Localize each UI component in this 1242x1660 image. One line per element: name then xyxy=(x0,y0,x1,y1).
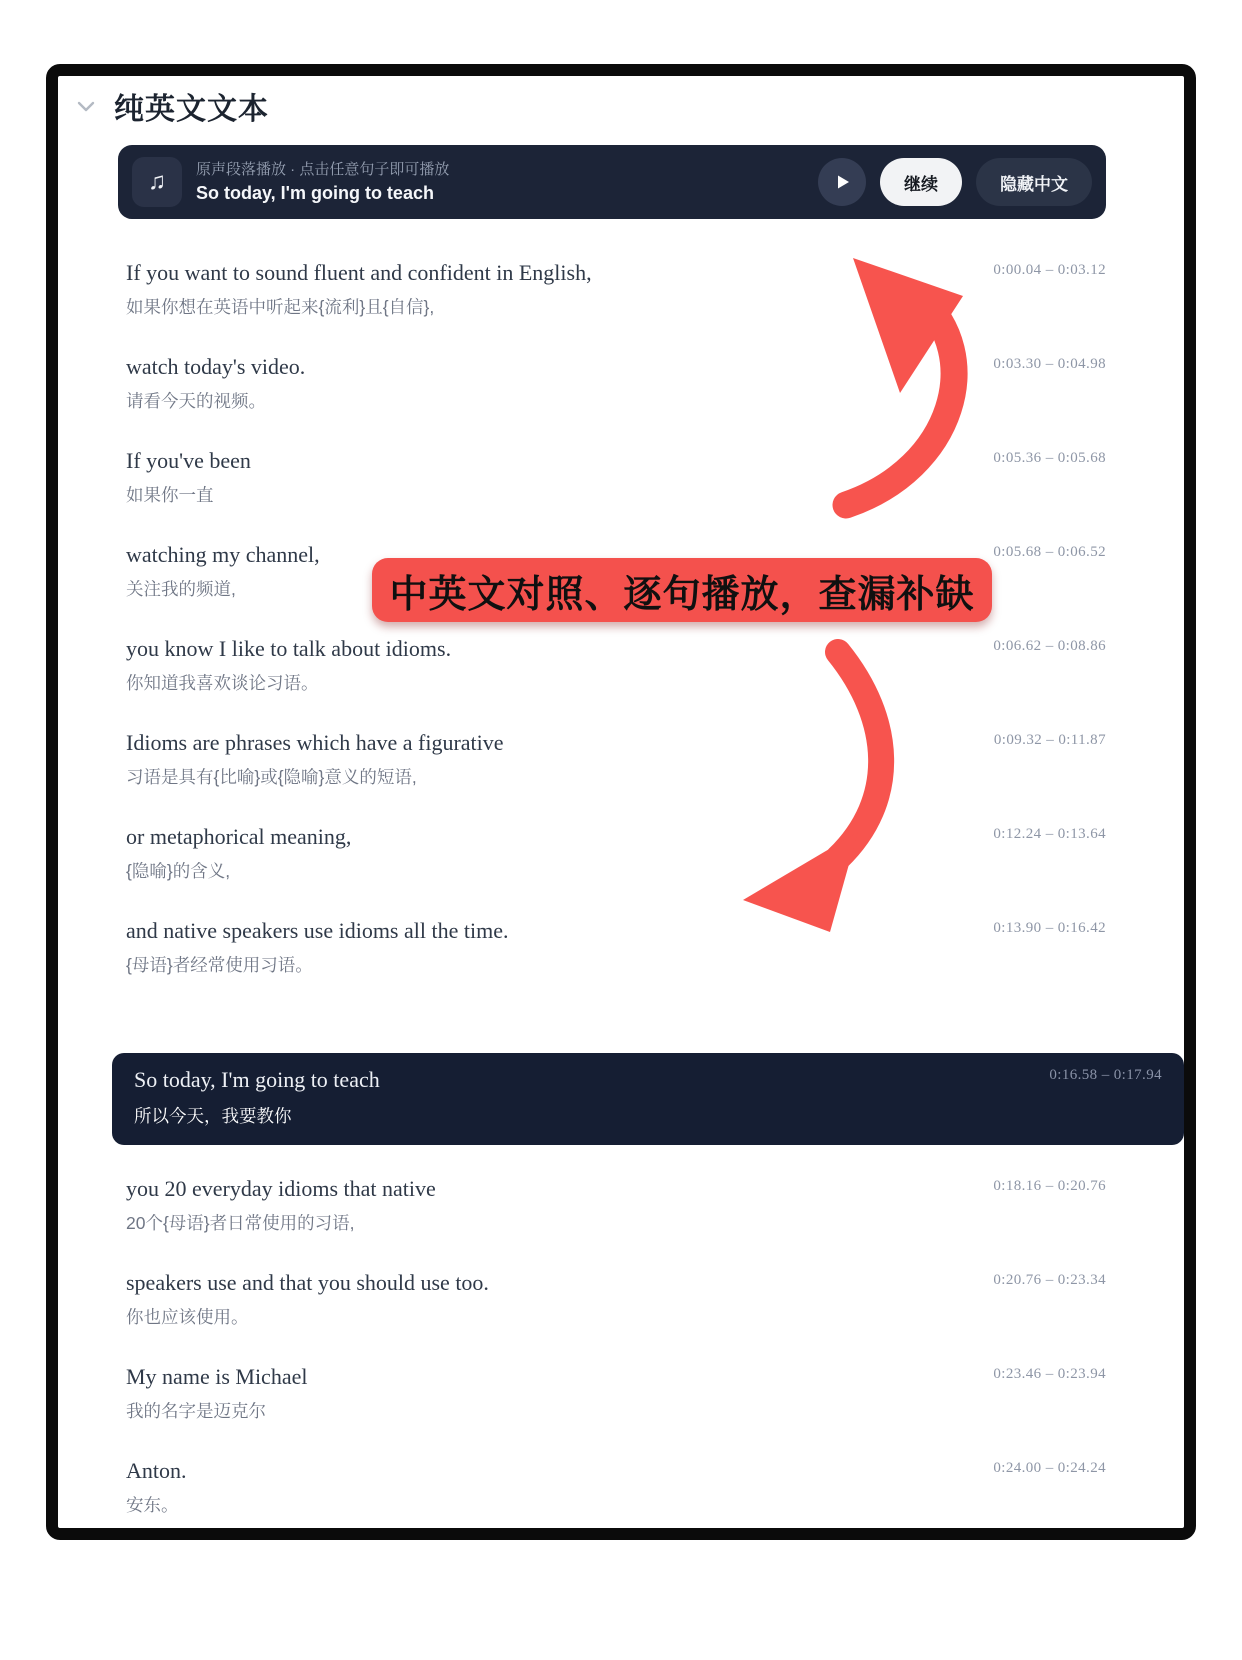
section-title: 纯英文文本 xyxy=(114,93,269,126)
sentence-timestamp: 0:00.04 – 0:03.12 xyxy=(993,262,1106,278)
sentence-english: So today, I'm going to teach xyxy=(134,1067,380,1092)
sentence-row[interactable] xyxy=(126,822,1106,884)
sentence-chinese: 请看今天的视频。 xyxy=(126,391,266,411)
sentence-english: If you want to sound fluent and confident in English, xyxy=(126,260,592,285)
sentence-chinese: 如果你一直 xyxy=(126,485,214,505)
sentence-chinese: {隐喻}的含义, xyxy=(126,861,231,881)
sentence-row[interactable] xyxy=(126,916,1106,978)
annotation-banner: 中英文对照、逐句播放，查漏补缺 xyxy=(372,558,992,622)
sentence-english: My name is Michael xyxy=(126,1364,308,1389)
music-note-icon: ♫ xyxy=(132,157,182,207)
sentence-chinese: 习语是具有{比喻}或{隐喻}意义的短语, xyxy=(126,767,417,787)
sentence-english: or metaphorical meaning, xyxy=(126,824,352,849)
sentence-timestamp: 0:12.24 – 0:13.64 xyxy=(993,826,1106,842)
sentence-timestamp: 0:05.36 – 0:05.68 xyxy=(993,450,1106,466)
section-header xyxy=(74,84,269,128)
sentence-row[interactable] xyxy=(126,352,1106,414)
sentence-row[interactable] xyxy=(126,1268,1106,1330)
chevron-down-icon[interactable] xyxy=(74,94,98,118)
sentence-timestamp: 0:06.62 – 0:08.86 xyxy=(993,638,1106,654)
sentence-chinese: 你也应该使用。 xyxy=(126,1307,249,1327)
sentence-chinese: 如果你想在英语中听起来{流利}且{自信}, xyxy=(126,297,435,317)
continue-button[interactable]: 继续 xyxy=(880,158,962,206)
sentence-timestamp: 0:09.32 – 0:11.87 xyxy=(993,732,1106,748)
sentence-english: and native speakers use idioms all the time. xyxy=(126,918,509,943)
sentence-timestamp: 0:16.58 – 0:17.94 xyxy=(1049,1067,1162,1083)
sentence-chinese: 所以今天，我要教你 xyxy=(134,1106,292,1126)
hide-chinese-button[interactable]: 隐藏中文 xyxy=(976,158,1092,206)
sentence-row[interactable] xyxy=(126,1362,1106,1424)
sentence-timestamp: 0:05.68 – 0:06.52 xyxy=(993,544,1106,560)
sentence-english: Idioms are phrases which have a figurative xyxy=(126,730,504,755)
sentence-timestamp: 0:24.00 – 0:24.24 xyxy=(993,1460,1106,1476)
sentence-english: watch today's video. xyxy=(126,354,306,379)
sentence-timestamp: 0:23.46 – 0:23.94 xyxy=(993,1366,1106,1382)
sentence-chinese: 安东。 xyxy=(126,1495,179,1515)
sentence-chinese: 关注我的频道, xyxy=(126,579,236,599)
sentence-english: If you've been xyxy=(126,448,251,473)
sentence-english: watching my channel, xyxy=(126,542,320,567)
sentence-english: you know I like to talk about idioms. xyxy=(126,636,452,661)
sentence-row[interactable] xyxy=(126,728,1106,790)
player-text xyxy=(196,160,818,205)
sentence-row[interactable] xyxy=(126,634,1106,696)
audio-player-bar[interactable] xyxy=(118,145,1106,219)
sentence-timestamp: 0:13.90 – 0:16.42 xyxy=(993,920,1106,936)
sentence-row[interactable] xyxy=(126,1174,1106,1236)
play-icon xyxy=(832,172,852,192)
sentence-timestamp: 0:03.30 – 0:04.98 xyxy=(993,356,1106,372)
sentence-chinese: 你知道我喜欢谈论习语。 xyxy=(126,673,319,693)
sentence-row[interactable] xyxy=(126,258,1106,320)
player-current-sentence: So today, I'm going to teach xyxy=(196,182,434,203)
player-subtitle: 原声段落播放 · 点击任意句子即可播放 xyxy=(196,160,450,178)
sentence-english: Anton. xyxy=(126,1458,187,1483)
play-button[interactable] xyxy=(818,158,866,206)
content-card xyxy=(46,64,1196,1540)
sentence-row[interactable] xyxy=(126,446,1106,508)
sentence-row[interactable] xyxy=(126,1456,1106,1518)
sentence-timestamp: 0:18.16 – 0:20.76 xyxy=(993,1178,1106,1194)
sentence-chinese: 20个{母语}者日常使用的习语, xyxy=(126,1213,355,1233)
sentence-english: speakers use and that you should use too. xyxy=(126,1270,489,1295)
sentence-list xyxy=(126,258,1162,1540)
sentence-row[interactable] xyxy=(112,1053,1184,1145)
sentence-chinese: 我的名字是迈克尔 xyxy=(126,1401,266,1421)
sentence-timestamp: 0:20.76 – 0:23.34 xyxy=(993,1272,1106,1288)
sentence-english: you 20 everyday idioms that native xyxy=(126,1176,436,1201)
sentence-chinese: {母语}者经常使用习语。 xyxy=(126,955,313,975)
player-controls xyxy=(818,158,1092,206)
